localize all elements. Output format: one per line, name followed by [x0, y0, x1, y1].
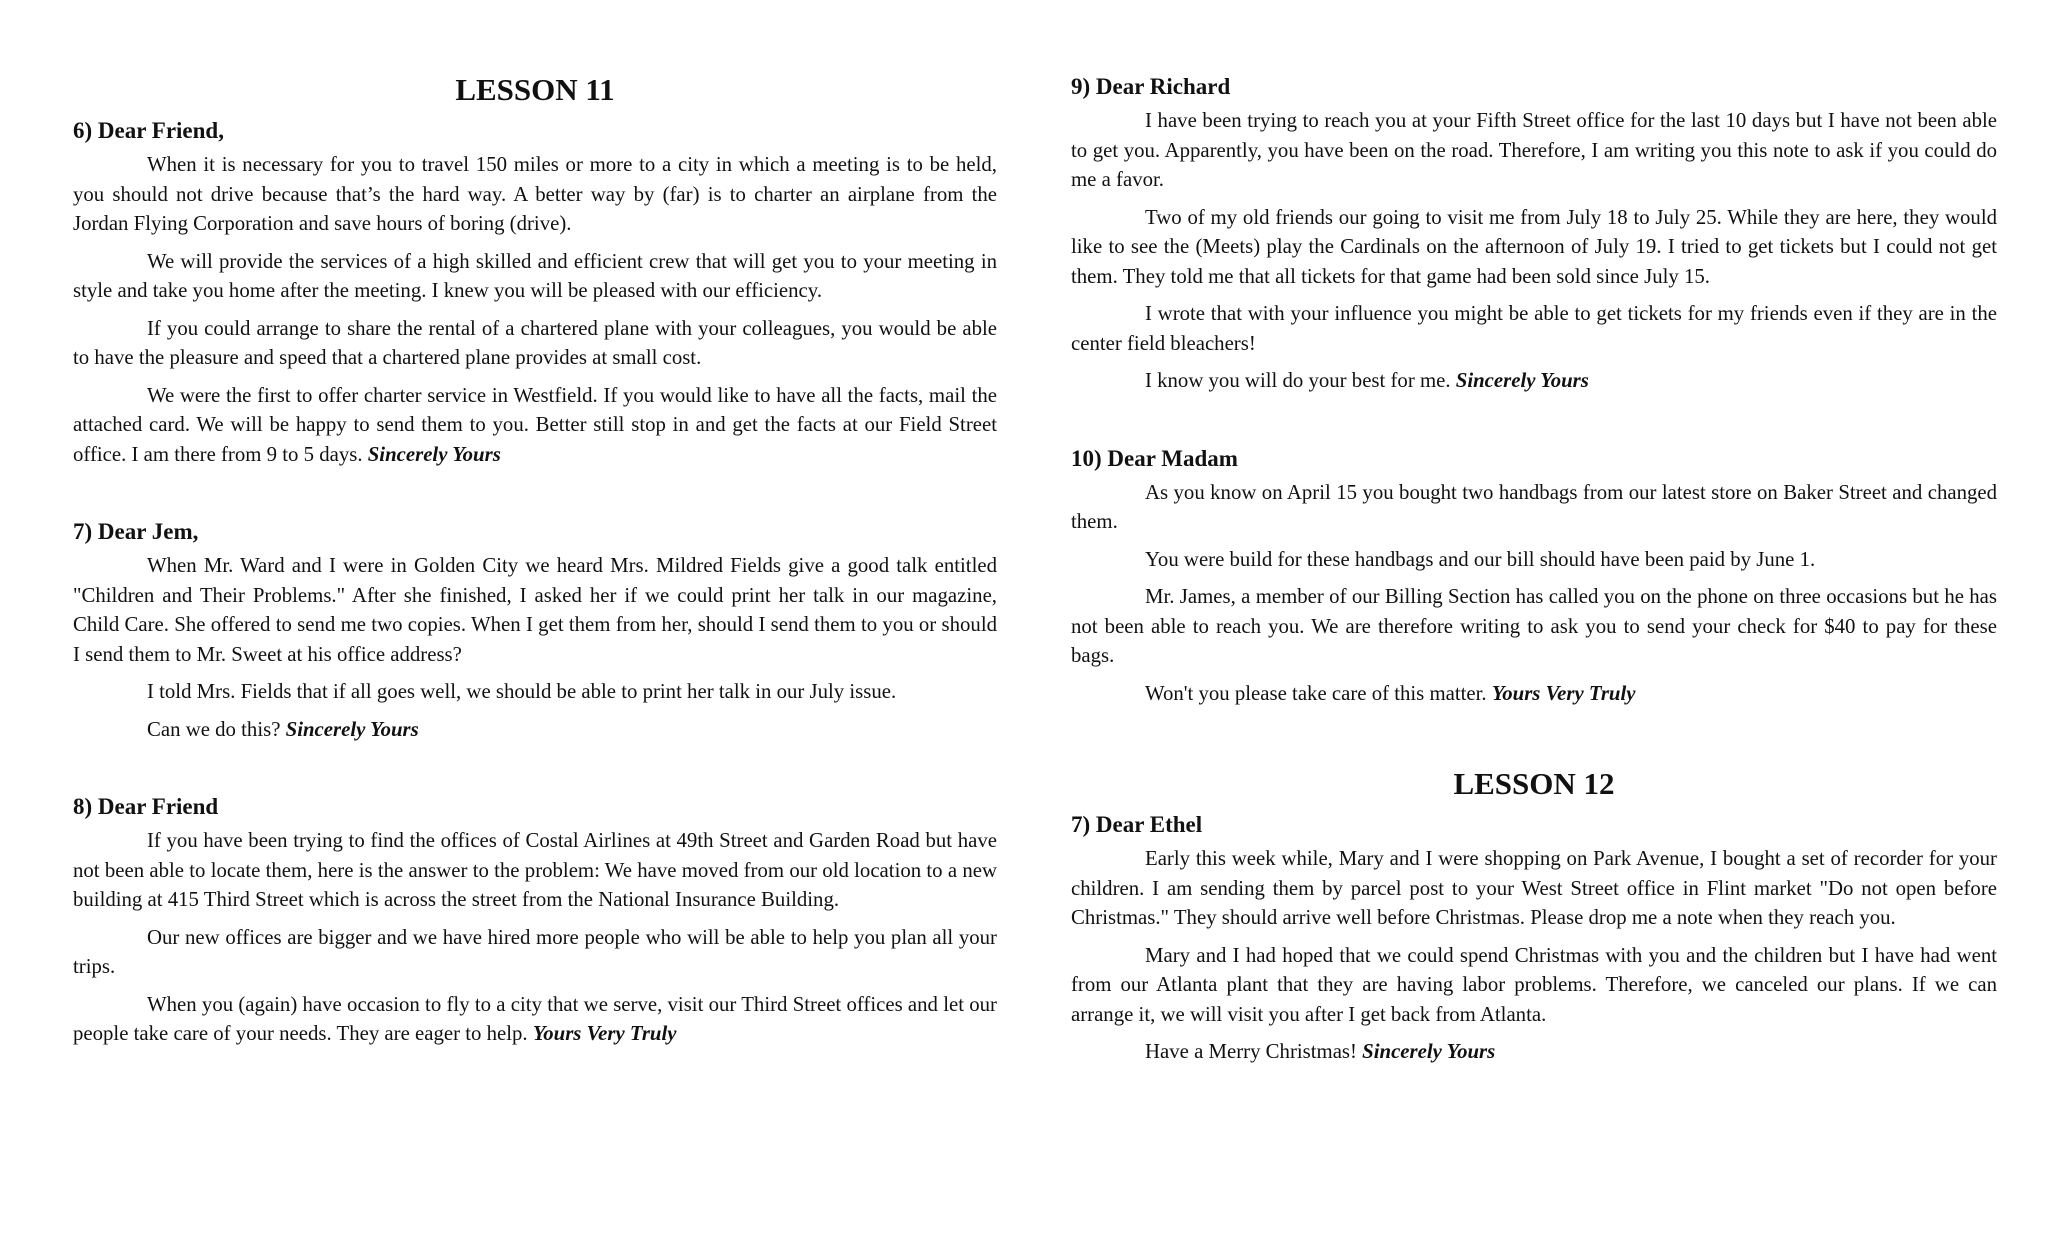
letter-paragraph: When Mr. Ward and I were in Golden City we heard Mrs. Mildred Fields give a good talk entitled "Children and Their Problems." After she finished, I asked her if we could print her talk in our magazine, Child Care. She offered to send me two copies. When I get them from her, should I send them to you or should I send them to Mr. Sweet at his office address?	[73, 554, 997, 666]
lesson-12-title: LESSON 12	[1453, 766, 1615, 801]
paragraph-text: I know you will do your best for me.	[1145, 369, 1451, 392]
letter-paragraph	[1071, 679, 1997, 709]
letter-heading: 9) Dear Richard	[1071, 74, 1231, 99]
letter-paragraph: I have been trying to reach you at your Fifth Street office for the last 10 days but I have not been able to get you. Apparently, you have been on the road. Therefore, I am writing you this note to ask if you could do me a favor.	[1071, 109, 1997, 191]
letter-paragraph: Mr. James, a member of our Billing Section has called you on the phone on three occasions but he has not been able to reach you. We are therefore writing to ask you to send your check for $40 to pay for these bags.	[1071, 585, 1997, 667]
paragraph-text: When you (again) have occasion to fly to a city that we serve, visit our Third Street offices and let our people take care of your needs. They are eager to help.	[73, 992, 997, 1045]
letter-heading: 7) Dear Jem,	[73, 519, 199, 544]
letter-paragraph	[73, 715, 997, 745]
letter-7-ethel	[1071, 810, 1997, 1067]
letter-10	[1071, 444, 1997, 709]
letter-paragraph: I wrote that with your influence you might be able to get tickets for my friends even if they are in the center field bleachers!	[1071, 302, 1997, 355]
paragraph-text: We were the first to offer charter service in Westfield. If you would like to have all the facts, mail the attached card. We will be happy to send them to you. Better still stop in and get the facts at our Field Street office. I am there from 9 to 5 days.	[73, 383, 997, 466]
letter-paragraph: We will provide the services of a high skilled and efficient crew that will get you to your meeting in style and take you home after the meeting. I knew you will be pleased with our efficiency.	[73, 249, 997, 302]
letter-paragraph: If you have been trying to find the offices of Costal Airlines at 49th Street and Garden Road but have not been able to locate them, here is the answer to the problem: We have moved from our old location to a new building at 415 Third Street which is across the street from the National Insurance Building.	[73, 829, 997, 911]
left-column	[73, 70, 997, 1057]
letter-heading: 10) Dear Madam	[1071, 445, 1238, 471]
letter-paragraph	[1071, 366, 1997, 396]
letter-closing: Yours Very Truly	[1491, 681, 1636, 705]
letter-paragraph: As you know on April 15 you bought two handbags from our latest store on Baker Street and changed them.	[1071, 480, 1997, 533]
letter-paragraph: Two of my old friends our going to visit me from July 18 to July 25. While they are here, they would like to see the (Meets) play the Cardinals on the afternoon of July 19. I tried to get tickets but I could not get them. They told me that all tickets for that game had been sold since July 15.	[1071, 205, 1997, 288]
letter-paragraph	[73, 381, 997, 470]
letter-closing: Sincerely Yours	[1362, 1040, 1496, 1063]
right-column	[1071, 72, 1997, 1075]
paragraph-text: Won't you please take care of this matter.	[1145, 681, 1487, 705]
letter-paragraph: I told Mrs. Fields that if all goes well, we should be able to print her talk in our July issue.	[147, 680, 897, 703]
letter-paragraph: When it is necessary for you to travel 150 miles or more to a city in which a meeting is to be held, you should not drive because that’s the hard way. A better way by (far) is to charter an airplane from the Jordan Flying Corporation and save hours of boring (drive).	[73, 153, 997, 235]
letter-paragraph	[73, 990, 997, 1049]
letter-heading: 8) Dear Friend	[73, 794, 219, 819]
letter-closing: Yours Very Truly	[532, 1022, 677, 1045]
letter-8	[73, 792, 997, 1049]
letter-6	[73, 116, 997, 469]
paragraph-text: Can we do this?	[147, 717, 281, 741]
letter-closing: Sincerely Yours	[1455, 369, 1589, 392]
letter-closing: Sincerely Yours	[285, 717, 419, 741]
letter-paragraph: Our new offices are bigger and we have hired more people who will be able to help you plan all your trips.	[73, 925, 997, 978]
letter-9	[1071, 72, 1997, 396]
letter-heading: 6) Dear Friend,	[73, 118, 224, 143]
letter-paragraph: Mary and I had hoped that we could spend Christmas with you and the children but I have had went from our Atlanta plant that they are having labor problems. Therefore, we canceled our plans. If we can arrange it, we will visit you after I get back from Atlanta.	[1071, 943, 1997, 1026]
letter-paragraph	[1071, 1037, 1997, 1067]
lesson-11-title: LESSON 11	[455, 72, 615, 107]
paragraph-text: Have a Merry Christmas!	[1145, 1040, 1357, 1063]
letter-paragraph: Early this week while, Mary and I were shopping on Park Avenue, I bought a set of recorder for your children. I am sending them by parcel post to your West Street office in Flint market "Do not open before Christmas." They should arrive well before Christmas. Please drop me a note when they reach you.	[1071, 847, 1997, 929]
letter-7	[73, 517, 997, 744]
letter-paragraph: If you could arrange to share the rental of a chartered plane with your colleagues, you would be able to have the pleasure and speed that a chartered plane provides at small cost.	[73, 316, 997, 369]
letter-closing: Sincerely Yours	[367, 442, 501, 466]
letter-paragraph: You were build for these handbags and our bill should have been paid by June 1.	[1145, 547, 1816, 571]
letter-heading: 7) Dear Ethel	[1071, 812, 1203, 837]
